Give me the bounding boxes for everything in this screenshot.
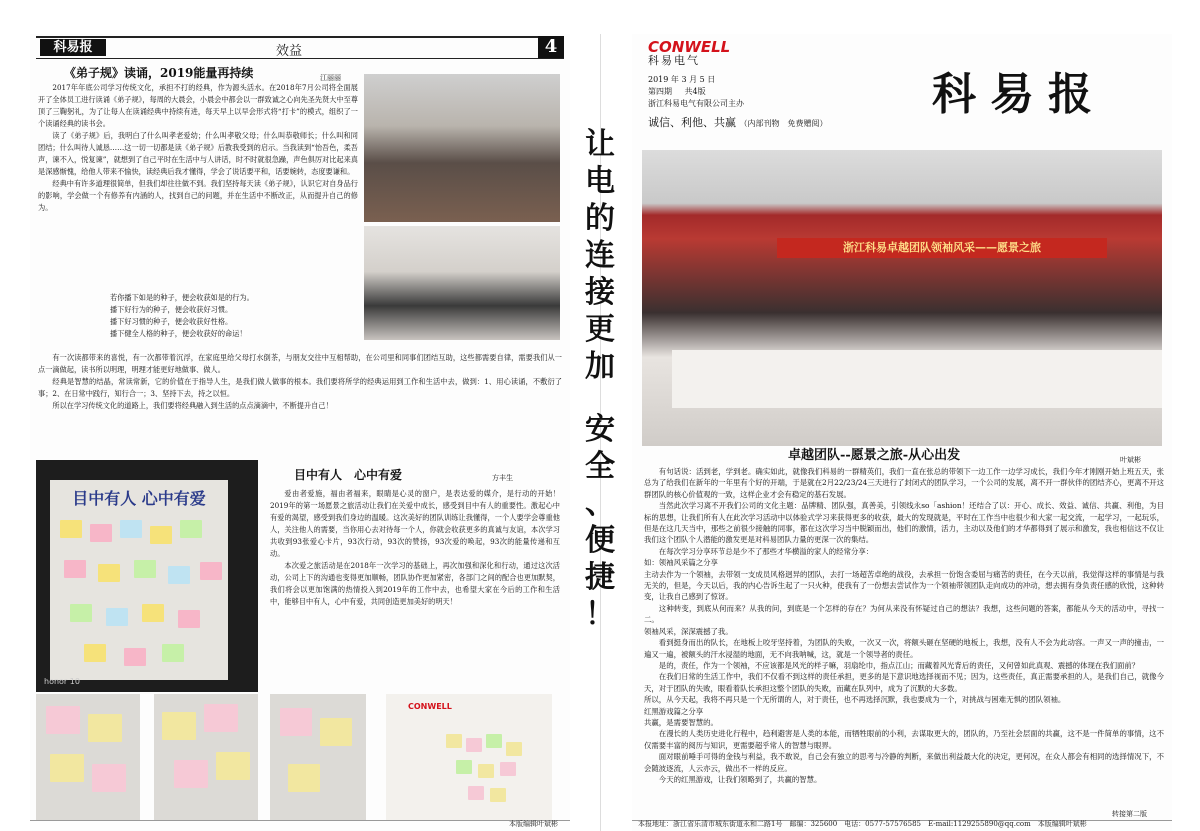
- sticky-note: [490, 788, 506, 802]
- paragraph: 在我们日常的生活工作中，我们不仅看不到这样的责任承担，更多的是下意识地选择视而不见；因为，这些责任，真正需要承担的人，是我们自己，就像今天，对于团队的失败，眼看着队长承担这整个团队的失败，而藏在队列中，成为了沉默的大多数。: [644, 672, 1164, 693]
- message-board: [50, 480, 228, 680]
- verse-line: 若你播下如是的种子，便会收获如是的行为。: [110, 293, 254, 302]
- continued-note: 转接第二版: [1112, 810, 1147, 818]
- paragraph: 这种转变，到底从何而来？从我的问，到底是一个怎样的存在？为何从来没有怀疑过自己的想法？我想，这些问题的答案，都能从今天的活动中，寻找一二。: [644, 603, 1164, 625]
- photo-sticky-notes: [154, 694, 258, 820]
- motto-note: （内部刊物 免费赠阅）: [739, 119, 828, 128]
- slogan-char: 的: [585, 201, 615, 236]
- article-author: 方丰生: [492, 474, 513, 482]
- slogan-char: 让: [585, 127, 615, 162]
- slogan-char: 、: [585, 486, 615, 521]
- motto-text: 诚信、利他、共赢: [648, 116, 736, 129]
- issue-number: 第四期: [648, 87, 672, 96]
- sticky-note: [162, 644, 184, 662]
- photo-team-group: [642, 150, 1162, 446]
- verse-line: 播下好习惯的种子，便会收获好性格。: [110, 317, 233, 326]
- sticky-note: [134, 560, 156, 578]
- wall-logo: CONWELL: [408, 702, 452, 711]
- vertical-slogan: [582, 126, 618, 633]
- sticky-note: [216, 752, 250, 780]
- sticky-note: [486, 734, 502, 748]
- slogan-char: 连: [585, 238, 615, 273]
- footer-editor: 本版编辑叶斌彬: [509, 820, 558, 828]
- paragraph: 看到挺身而出的队长，在地板上咬牙坚持着，为团队的失败，一次又一次，将额头砸在坚硬的地板上，我想，没有人不会为此动容。一声又一声的撞击，一遍又一遍，被额头的汗水浸湿的地面，无不向我呐喊，这，就是一个领导者的责任。: [644, 638, 1164, 659]
- page-number: 4: [538, 36, 564, 58]
- issue-date: 2019 年 3 月 5 日: [648, 75, 716, 84]
- sticky-note: [98, 564, 120, 582]
- verse-line: 播下健全人格的种子，便会收获好的命运！: [110, 329, 247, 338]
- sticky-note: [288, 764, 320, 792]
- sticky-note: [150, 526, 172, 544]
- paper-name-tag: 科易报: [40, 39, 106, 56]
- sticky-note: [106, 608, 128, 626]
- sticky-note: [468, 786, 484, 800]
- section-title: 效益: [276, 44, 303, 59]
- sticky-note: [500, 762, 516, 776]
- sticky-note: [124, 648, 146, 666]
- sticky-note: [478, 764, 494, 778]
- page-four: [30, 34, 570, 831]
- sticky-note: [84, 644, 106, 662]
- sticky-note: [70, 604, 92, 622]
- article-title-dizigui: 《弟子规》读诵，2019能量再持续: [64, 66, 254, 80]
- sticky-note: [142, 604, 164, 622]
- paragraph: 如：领袖风采篇之分享: [644, 558, 718, 568]
- article-body-continued: [38, 352, 562, 448]
- sticky-note: [46, 706, 80, 734]
- paragraph: 爱由者爱施，福由者福来，眼睛是心灵的窗户，是表达爱的媒介，是行动的开始！2019年的第一场愿景之旅活动让我们在关爱中成长，感受到目中有人的重要性。激起心中有爱的渴望，感受到我们身边的温暖。这次美好的团队训练让我懂得，一个人要学会尊重他人，关注他人的需要，当你用心去对待每一个人，你就会收获更多的真诚与友谊，本次学习共收到93张爱心卡片，93次行动，93次的赞扬，93次爱的唤起，93次的能量传递和互动。: [270, 489, 560, 558]
- company-logo: CONWELL: [648, 38, 731, 56]
- paragraph: 经典中有许多道理很简单，但我们却往往做不到。我们坚持每天读《弟子规》，认识它对自身品行的影响，学会做一个有修养有内涵的人，找到自己的问题，并在生活中不断改正，从而提升自己的修为。: [38, 179, 358, 212]
- sticky-note: [50, 754, 84, 782]
- article-body: [644, 466, 1164, 802]
- sticky-note: [178, 610, 200, 628]
- footer-rule: [30, 820, 570, 831]
- article-body: [38, 82, 358, 280]
- masthead: 科易报: [932, 69, 1106, 120]
- paragraph: 在每次学习分享环节总是少不了那些才华横溢的家人的经常分享：: [658, 546, 874, 556]
- sticky-note: [446, 734, 462, 748]
- sticky-note: [456, 760, 472, 774]
- sticky-note: [90, 524, 112, 542]
- photo-watermark: honor 10: [44, 677, 80, 686]
- sticky-note: [168, 566, 190, 584]
- sticky-note: [64, 560, 86, 578]
- slogan-char: 便: [585, 523, 615, 558]
- paragraph: 当然此次学习离不开我们公司的文化主题：品牌精、团队强，真善美，引领线永so「ashion！还结合了以：开心、成长、效益、诚信、共赢、利他，为目标的思想，让我们所有人在此次学习活动中以体验式学习来获得更多的收获，最大的发现就是，平时在工作当中也很少和大家一起交流，一起学习，一起玩乐，但是在这几天当中，那些之前很少接触的同事，都在这次学习当中脱颖而出，他们的激情，活力，主动以及他们的才华都得到了展示和激发，我也相信这不仅让我们这个团队个人潜能的激发更是对科易团队力量的更深一次的集结。: [644, 501, 1164, 545]
- paragraph: 有句话说：活到老，学到老。确实如此，就像我们科易的一群精英们，我们一直在张总的带领下一边工作一边学习成长，我们今年才刚刚开始上班五天，张总为了给我们在新年的一年里有个好的开端，于是就在2月22/23/24三天进行了封闭式的团队学习，一个公司的发展，离不开一群伙伴的团结齐心，更离不开这群团队的核心价值观的一致，这样企业才会有稳定的基石发展。: [644, 467, 1164, 499]
- article-title-team: 卓越团队--愿景之旅-从心出发: [788, 448, 961, 463]
- paragraph: 红黑游戏篇之分享: [644, 706, 704, 716]
- sticky-note: [174, 760, 208, 788]
- sticky-note: [466, 738, 482, 752]
- front-page: [632, 34, 1172, 831]
- paragraph: 有一次读都带来的喜悦，有一次都带着沉浮，在家庭里给父母打水倒茶，与朋友交往中互相帮助，在公司里和同事们团结互助，这些都需要自律，需要我们从一点一滴做起，读书所以明理，明理才能更好地做事、做人。: [38, 353, 562, 374]
- photo-message-board: [36, 460, 258, 692]
- sticky-note: [280, 708, 312, 736]
- photo-sticky-notes: [270, 694, 366, 820]
- paragraph: 今天的红黑游戏，让我们领略到了，共赢的智慧。: [658, 774, 822, 784]
- article-author: 叶斌彬: [1120, 456, 1141, 464]
- page-header-bar: [36, 36, 564, 59]
- sticky-note: [162, 712, 196, 740]
- slogan-char: 安: [585, 412, 615, 447]
- sticky-note: [200, 562, 222, 580]
- slogan-char: 全: [585, 449, 615, 484]
- article-title-love: 目中有人 心中有爱: [294, 468, 403, 482]
- slogan-char: 电: [585, 164, 615, 199]
- event-banner: 浙江科易卓越团队领袖风采——愿景之旅: [777, 238, 1107, 258]
- sticky-note: [60, 520, 82, 538]
- board-heading: 目中有人 心中有爱: [72, 489, 206, 508]
- slogan-char: 更: [585, 312, 615, 347]
- article-body: [270, 488, 560, 688]
- paragraph: 在漫长的人类历史进化行程中，趋利避害是人类的本能，而牺牲眼前的小利，去谋取更大的，团队的，乃至社会层面的共赢，这不是一件简单的事情，这不仅需要丰富的阅历与知识，更需要超乎常人的智慧与眼界。: [644, 729, 1164, 750]
- paragraph: 本次爱之旅活动是在2018年一次学习的基础上，再次加强和深化和行动，通过这次活动，公司上下的沟通也变得更加顺畅，团队协作更加紧密，各部门之间的配合也更加默契，我们将会以更加饱满的热情投入到2019年的工作中去，也希望大家在今后的工作和生活中，能够目中有人，心中有爱，共同创造更加美好的明天！: [270, 561, 560, 606]
- sticky-note: [180, 520, 202, 538]
- sticky-note: [506, 742, 522, 756]
- paragraph: 面对眼前唾手可得的金钱与利益，我不敢说，自己会有独立的思考与冷静的判断，来做出利益最大化的决定，更何况，在众人都会有相同的选择情况下，不会随波逐流，人云亦云，做出不一样的反应。: [644, 752, 1164, 773]
- paragraph: 领袖风采，深深震撼了我。: [644, 626, 733, 636]
- company-name: 科易电气: [648, 54, 700, 67]
- sticky-note: [92, 764, 126, 792]
- sticky-note: [204, 704, 238, 732]
- paragraph: 2017年年底公司学习传统文化，承担不打的经典，作为源头活水。在2018年7月公司将全面展开了全体员工进行读诵《弟子规》，每周的大晨会，小晨会中都会以一群致诚之心向先圣先贤大中至尊顶了三鞠躬礼，为了让每人在读诵经典中持续有进，每天早上以早会形式将“打卡”的模式，组织了一个读诵经典的读书会。: [38, 83, 358, 128]
- paragraph: 是的，责任，作为一个领袖，不应该都是风光的样子嘛，羽扇纶巾，指点江山；而藏着风光背后的责任，又何曾如此真观、震撼的体现在我们面前？: [658, 660, 1140, 670]
- verse-line: 播下好行为的种子，便会收获好习惯。: [110, 305, 233, 314]
- slogan-char: 加: [585, 349, 615, 384]
- sticky-note: [120, 520, 142, 538]
- paragraph: 所以在学习传统文化的道路上，我们要将经典融入到生活的点点滴滴中，不断提升自己！: [52, 401, 333, 410]
- slogan-char: ！: [585, 597, 615, 632]
- slogan-char: 接: [585, 275, 615, 310]
- photo-reading-session: [364, 226, 560, 340]
- paragraph: 所以，从今天起，我将不再只是一个无所谓的人，对于责任，也不再选择沉默，我也要成为一个，对挑战与困难无惧的团队领袖。: [644, 695, 1066, 705]
- footer-address: 本报地址：浙江省乐清市城东街道永和二路1号 邮编：325600 电话：0577-57576585 E-mail:1129255890@qq.com 本版编辑叶斌彬: [638, 820, 1087, 828]
- sticky-note: [320, 718, 352, 746]
- photo-sticky-wall: [386, 694, 552, 820]
- paragraph: 共赢，是需要智慧的。: [644, 717, 718, 727]
- signed-banner-cloth: [672, 350, 1162, 408]
- issue-info: [648, 86, 706, 97]
- photo-sticky-notes: [36, 694, 140, 820]
- paragraph: 经典是智慧的结晶，常读常新，它的价值在于指导人生，是我们做人做事的根本。我们要将所学的经典运用到工作和生活中去，做到：1、用心读诵，不敷衍了事；2、在日常中践行，知行合一；3、坚持下去，持之以恒。: [38, 377, 562, 398]
- paragraph: 主动去作为一个领袖，去带领一支成员风格迥异的团队，去打一场超苦卓绝的战役，去承担一份饱含委屈与痛苦的责任，在今天以前，我觉得这样的事情是与我无关的，但是，今天以后，我的内心告诉生起了一只火种，使我有了一份想去尝试作为一个领袖带领团队走向成功的冲动，想去拥有身负责任感的欣悦，这种转变，让我自己感到了惊讶。: [644, 569, 1164, 602]
- motto: [648, 114, 828, 130]
- page-count: 共4版: [684, 87, 706, 96]
- photo-bowing-ceremony: [364, 74, 560, 222]
- sponsor: 浙江科易电气有限公司主办: [648, 99, 744, 108]
- paragraph: 读了《弟子规》后，我明白了什么叫孝老爱幼；什么叫孝敬父母；什么叫恭敬师长；什么叫和同团结；什么叫待人诚恳……这一切一切都是读《弟子规》后教我受到的启示。当我读到“怡吾色，柔吾声，谏不入，悦复谏”，就想到了自己平时在生活中与人讲话，时不时就很急躁，声色俱厉对比起来真是深感惭愧，给他人带来不愉快，读经典后我才懂得，学会了说话要平和，话要婉转，态度要谦和。: [38, 131, 358, 176]
- slogan-char: 捷: [585, 560, 615, 595]
- sticky-note: [88, 714, 122, 742]
- article-author: 江丽丽: [320, 74, 341, 82]
